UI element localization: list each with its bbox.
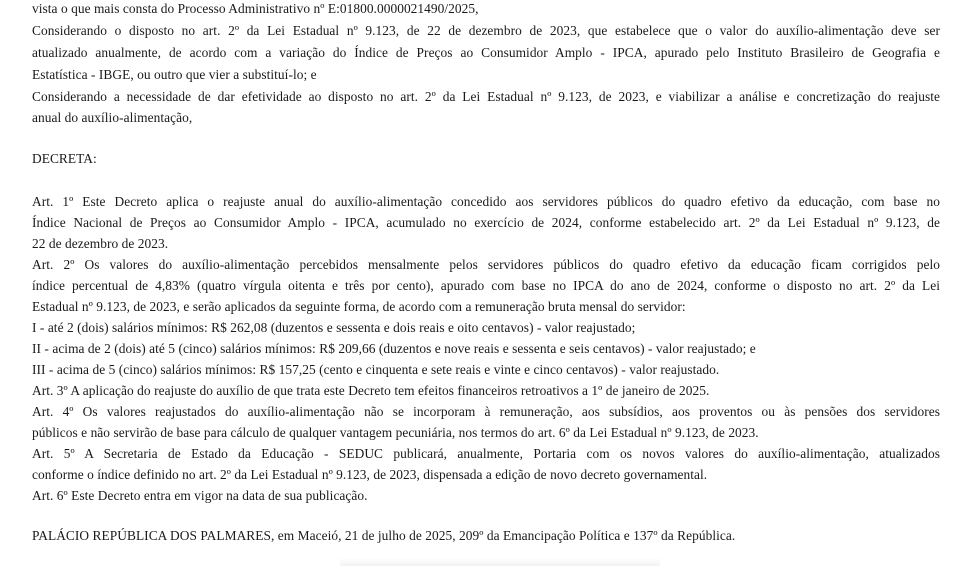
intro-line-considerando-1a: Considerando o disposto no art. 2º da Lei Estadual nº 9.123, de 22 de dezembro de 2023, que estabelece que o valor do auxílio-alimentação deve ser <box>32 23 940 38</box>
art-6-line-1: Art. 6º Este Decreto entra em vigor na data de sua publicação. <box>32 488 368 503</box>
art-5-line-1: Art. 5º A Secretaria de Estado da Educação - SEDUC publicará, anualmente, Portaria com os novos valores do auxílio-alimentação, atualizados <box>32 446 940 461</box>
intro-line-considerando-2a: Considerando a necessidade de dar efetividade ao disposto no art. 2º da Lei Estadual nº 9.123, de 2023, e viabilizar a análise e concretização do reajuste <box>32 89 940 104</box>
art-1-line-2: Índice Nacional de Preços ao Consumidor Amplo - IPCA, acumulado no exercício de 2024, conforme estabelecido art. 2º da Lei Estadual nº 9.123, de <box>32 215 940 230</box>
art-4-line-1: Art. 4º Os valores reajustados do auxílio-alimentação não se incorporam à remuneração, aos subsídios, aos proventos ou às pensões dos servidores <box>32 404 940 419</box>
art-2-item-ii: II - acima de 2 (dois) até 5 (cinco) salários mínimos: R$ 209,66 (duzentos e nove reais e sessenta e seis centavos) - valor reajustado; e <box>32 341 756 356</box>
decreta-heading: DECRETA: <box>32 151 97 166</box>
art-3-line-1: Art. 3º A aplicação do reajuste do auxílio de que trata este Decreto tem efeitos financeiros retroativos a 1º de janeiro de 2025. <box>32 383 710 398</box>
art-2-line-1: Art. 2º Os valores do auxílio-alimentação percebidos mensalmente pelos servidores públicos do quadro efetivo da educação ficam corrigidos pelo <box>32 257 940 272</box>
closing-line: PALÁCIO REPÚBLICA DOS PALMARES, em Maceió, 21 de julho de 2025, 209º da Emancipação Política e 137º da República. <box>32 528 736 543</box>
intro-line-considerando-1b: atualizado anualmente, de acordo com a variação do Índice de Preços ao Consumidor Amplo - IPCA, apurado pelo Instituto Brasileiro de Geografia e <box>32 45 940 60</box>
art-1-line-3: 22 de dezembro de 2023. <box>32 236 169 251</box>
art-1-line-1: Art. 1º Este Decreto aplica o reajuste anual do auxílio-alimentação concedido aos servidores públicos do quadro efetivo da educação, com base no <box>32 194 940 209</box>
intro-line-considerando-2b: anual do auxílio-alimentação, <box>32 110 193 125</box>
intro-line-considerando-1c: Estatística - IBGE, ou outro que vier a substituí-lo; e <box>32 67 317 82</box>
art-2-line-3: Estadual nº 9.123, de 2023, e serão aplicados da seguinte forma, de acordo com a remuneração bruta mensal do servidor: <box>32 299 686 314</box>
art-2-line-2: índice percentual de 4,83% (quatro vírgula oitenta e três por cento), apurado com base no IPCA do ano de 2024, conforme o disposto no art. 2º da Lei <box>32 278 940 293</box>
art-5-line-2: conforme o índice definido no art. 2º da Lei Estadual nº 9.123, de 2023, dispensada a edição de novo decreto governamental. <box>32 467 708 482</box>
art-2-item-i: I - até 2 (dois) salários mínimos: R$ 262,08 (duzentos e sessenta e dois reais e oito centavos) - valor reajustado; <box>32 320 636 335</box>
art-2-item-iii: III - acima de 5 (cinco) salários mínimos: R$ 157,25 (cento e cinquenta e sete reais e vinte e cinco centavos) - valor reajustado. <box>32 362 720 377</box>
intro-line-process: vista o que mais consta do Processo Administrativo nº E:01800.0000021490/2025, <box>32 1 479 16</box>
page-bottom-shadow <box>340 558 660 566</box>
art-4-line-2: públicos e não servirão de base para cálculo de qualquer vantagem pecuniária, nos termos do art. 6º da Lei Estadual nº 9.123, de 2023. <box>32 425 759 440</box>
